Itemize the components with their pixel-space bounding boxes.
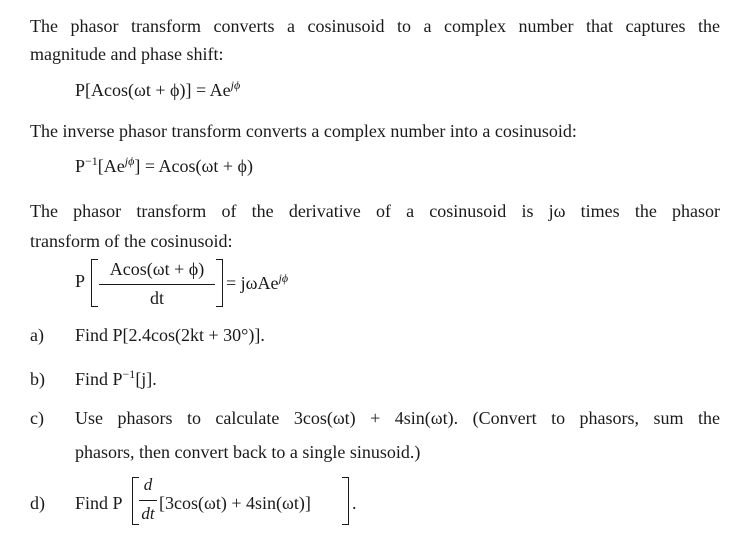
paragraph-1-line-1: The phasor transform converts a cosinusoid to a complex number that captures the: [30, 16, 720, 36]
derivative-eq-p: P: [75, 271, 86, 291]
equation-inverse-phasor: $P^{-1}[Ae^{j\phi}] = Acos(\omega t + \phi)$: [75, 154, 253, 176]
d-fraction-bar: [139, 500, 157, 501]
item-c-label: c): [30, 408, 44, 428]
paragraph-1-line-2: magnitude and phase shift:: [30, 44, 224, 64]
fraction-bar: [99, 284, 215, 285]
item-d-find: Find P: [75, 493, 123, 513]
item-a-text: Find P[2.4cos(2kt + 30°)].: [75, 325, 265, 345]
equation-phasor-transform: $P[Acos(\omega t + \phi)] = Ae^{j\phi}$: [75, 78, 241, 100]
item-a-label: a): [30, 325, 44, 345]
paragraph-3-line-1: The phasor transform of the derivative of a cosinusoid is jω times the phasor: [30, 201, 720, 221]
item-d-label: d): [30, 493, 45, 513]
derivative-eq-numerator: Acos(ωt + ϕ): [109, 259, 205, 279]
derivative-eq-rhs: = jωAe$^{j\phi}$: [226, 271, 289, 293]
right-bracket: [216, 259, 223, 307]
d-fraction-numerator: d: [143, 475, 153, 494]
paragraph-3-line-2: transform of the cosinusoid:: [30, 231, 233, 251]
d-period: .: [352, 493, 357, 513]
d-fraction-denominator: dt: [141, 504, 155, 523]
left-bracket: [91, 259, 98, 307]
paragraph-2-line-1: The inverse phasor transform converts a complex number into a cosinusoid:: [30, 121, 577, 141]
item-c-line-2: phasors, then convert back to a single sinusoid.): [75, 442, 421, 462]
d-right-bracket: [342, 477, 349, 525]
item-b-label: b): [30, 369, 45, 389]
item-c-line-1: Use phasors to calculate 3cos(ωt) + 4sin(ωt). (Convert to phasors, sum the: [75, 408, 720, 428]
derivative-eq-denominator: dt: [149, 288, 164, 308]
item-b-text: Find $P^{-1}[j]$.: [75, 367, 157, 389]
d-argument: [3cos(ωt) + 4sin(ωt)]: [159, 493, 311, 513]
